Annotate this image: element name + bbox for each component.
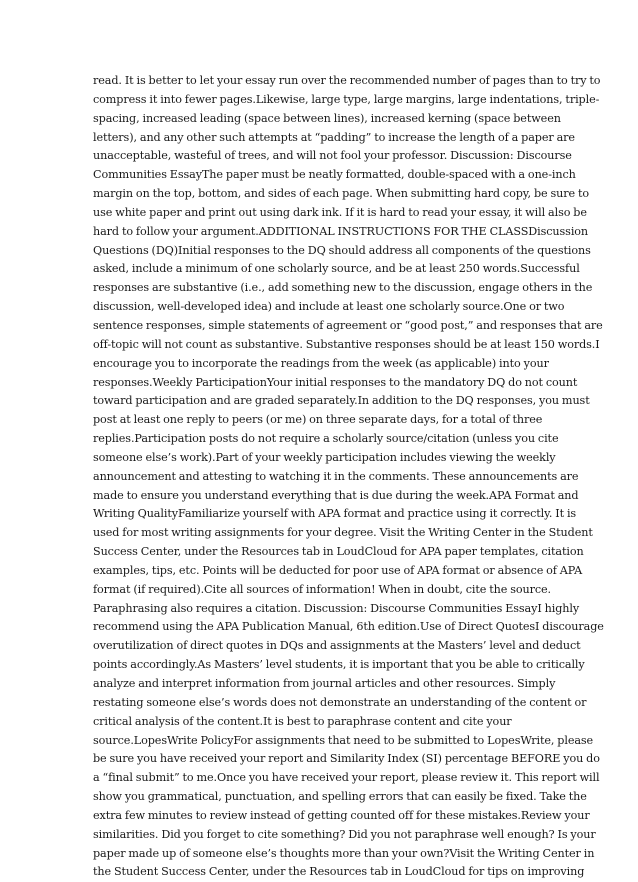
text-line: be sure you have received your report and Similarity Index (SI) percentage BEFORE you do bbox=[93, 752, 600, 766]
text-line: encourage you to incorporate the readings from the week (as applicable) into your bbox=[93, 356, 549, 370]
text-line: toward participation and are graded separately.In addition to the DQ responses, you must bbox=[93, 394, 590, 408]
text-line: critical analysis of the content.It is best to paraphrase content and cite your bbox=[93, 714, 512, 728]
text-line: Communities EssayThe paper must be neatly formatted, double-spaced with a one-inch bbox=[93, 168, 576, 182]
text-line: read. It is better to let your essay run over the recommended number of pages than to try to bbox=[93, 74, 601, 87]
text-line: show you grammatical, punctuation, and spelling errors that can easily be fixed. Take the bbox=[93, 790, 587, 804]
text-line: examples, tips, etc. Points will be deducted for poor use of APA format or absence of APA bbox=[93, 563, 583, 577]
text-line: paper made up of someone else’s thoughts more than your own?Visit the Writing Center in bbox=[93, 846, 595, 860]
text-line: used for most writing assignments for your degree. Visit the Writing Center in the Student bbox=[93, 526, 593, 540]
text-line: similarities. Did you forget to cite something? Did you not paraphrase well enough? Is your bbox=[93, 827, 596, 841]
text-line: asked, include a minimum of one scholarly source, and be at least 250 words.Successful bbox=[93, 262, 580, 276]
text-line: off-topic will not count as substantive. Substantive responses should be at least 150 words.I bbox=[93, 337, 600, 351]
text-line: format (if required).Cite all sources of information! When in doubt, cite the source. bbox=[93, 582, 552, 596]
text-line: points accordingly.As Masters’ level students, it is important that you be able to critically bbox=[93, 658, 585, 672]
text-line: margin on the top, bottom, and sides of each page. When submitting hard copy, be sure to bbox=[93, 187, 589, 201]
text-line: Questions (DQ)Initial responses to the DQ should address all components of the questions bbox=[93, 243, 591, 257]
body-paragraph bbox=[93, 72, 604, 882]
text-line: post at least one reply to peers (or me) on three separate days, for a total of three bbox=[93, 413, 543, 427]
text-line: unacceptable, wasteful of trees, and will not fool your professor. Discussion: Discourse bbox=[93, 149, 572, 163]
text-line: spacing, increased leading (space between lines), increased kerning (space between bbox=[93, 111, 561, 125]
text-line: Writing QualityFamiliarize yourself with APA format and practice using it correctly. It is bbox=[93, 507, 577, 521]
text-line: the Student Success Center, under the Resources tab in LoudCloud for tips on improving bbox=[93, 865, 585, 879]
text-line: responses.Weekly ParticipationYour initial responses to the mandatory DQ do not count bbox=[93, 375, 578, 389]
text-line: Success Center, under the Resources tab in LoudCloud for APA paper templates, citation bbox=[93, 545, 584, 559]
text-line: restating someone else’s words does not demonstrate an understanding of the content or bbox=[93, 695, 587, 709]
text-line: source.LopesWrite PolicyFor assignments that need to be submitted to LopesWrite, please bbox=[93, 733, 594, 747]
text-line: compress it into fewer pages.Likewise, large type, large margins, large indentations, triple- bbox=[93, 92, 600, 106]
text-line: analyze and interpret information from journal articles and other resources. Simply bbox=[93, 677, 556, 690]
text-line: a “final submit” to me.Once you have received your report, please review it. This report will bbox=[93, 771, 600, 785]
text-line: letters), and any other such attempts at “padding” to increase the length of a paper are bbox=[93, 130, 575, 144]
text-line: announcement and attesting to watching it in the comments. These announcements are bbox=[93, 469, 579, 483]
text-line: responses are substantive (i.e., add something new to the discussion, engage others in the bbox=[93, 281, 593, 295]
text-line: replies.Participation posts do not require a scholarly source/citation (unless you cite bbox=[93, 432, 559, 446]
text-line: recommend using the APA Publication Manual, 6th edition.Use of Direct QuotesI discourage bbox=[93, 620, 604, 634]
text-line: Paraphrasing also requires a citation. Discussion: Discourse Communities EssayI highly bbox=[93, 601, 580, 615]
text-line: discussion, well-developed idea) and include at least one scholarly source.One or two bbox=[93, 300, 565, 314]
text-line: overutilization of direct quotes in DQs and assignments at the Masters’ level and deduct bbox=[93, 639, 581, 653]
text-line: sentence responses, simple statements of agreement or “good post,” and responses that are bbox=[93, 318, 603, 332]
text-line: extra few minutes to review instead of getting counted off for these mistakes.Review your bbox=[93, 808, 590, 822]
text-line: use white paper and print out using dark ink. If it is hard to read your essay, it will also be bbox=[93, 205, 587, 219]
text-line: made to ensure you understand everything that is due during the week.APA Format and bbox=[93, 488, 579, 502]
text-line: hard to follow your argument.ADDITIONAL INSTRUCTIONS FOR THE CLASSDiscussion bbox=[93, 224, 589, 238]
text-line: someone else’s work).Part of your weekly participation includes viewing the weekly bbox=[93, 450, 556, 464]
